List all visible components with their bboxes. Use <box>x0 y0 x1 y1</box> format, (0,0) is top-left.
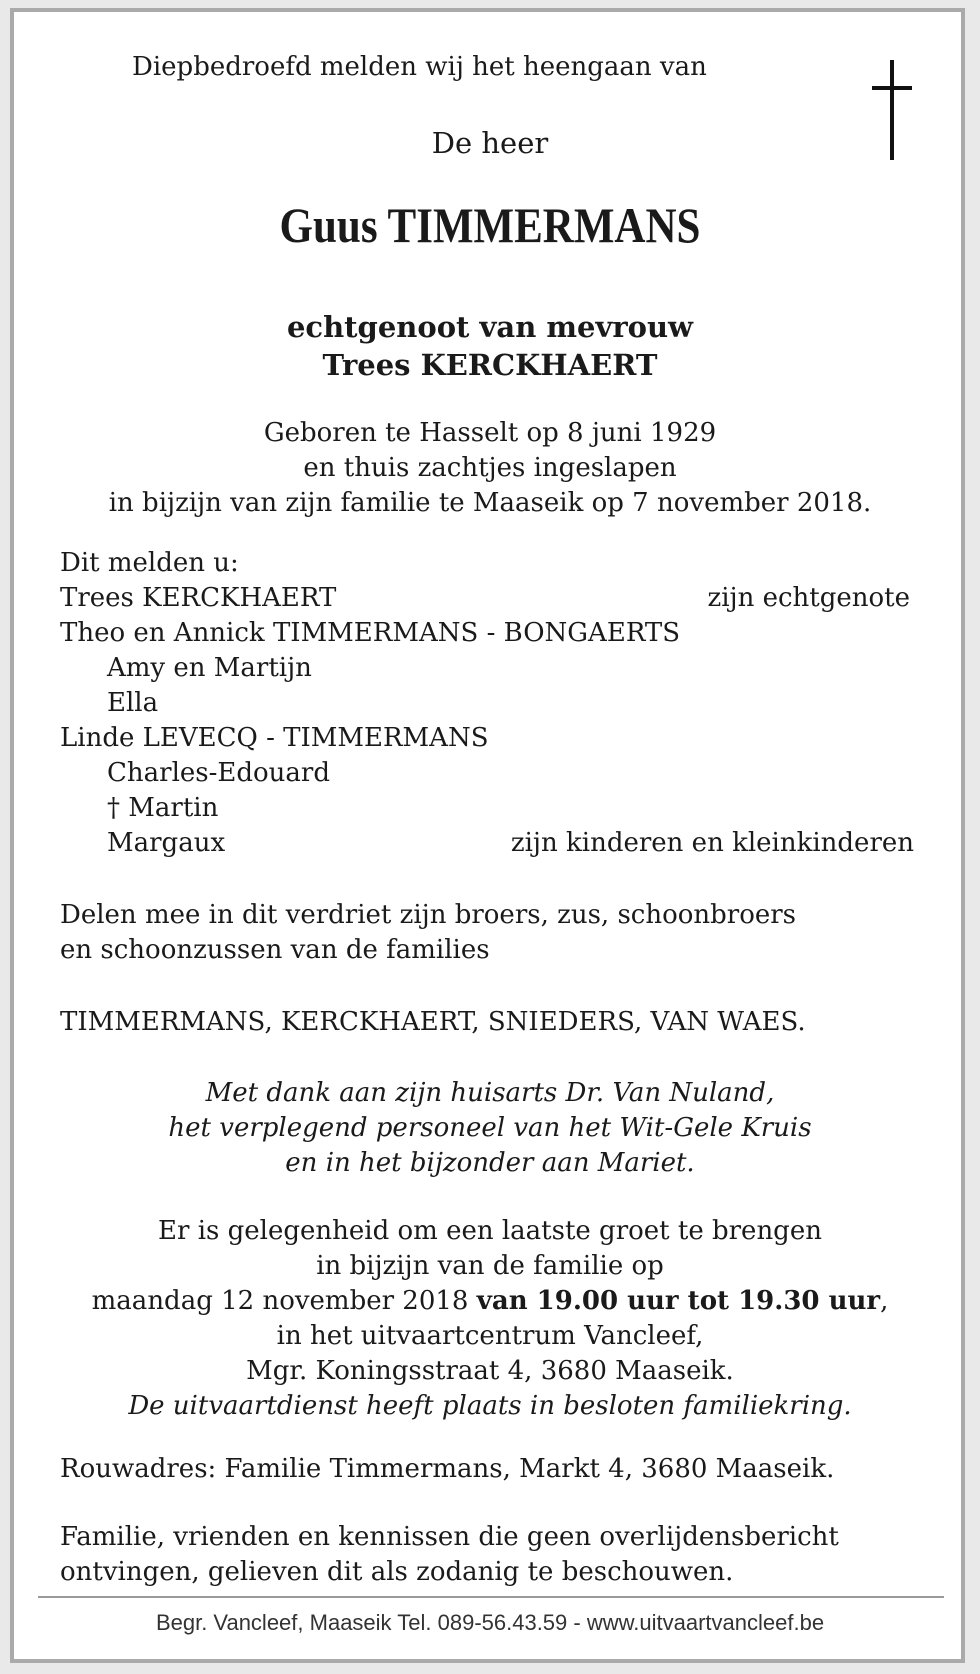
spouse-line-2: Trees KERCKHAERT <box>322 348 658 382</box>
notice-line-2: ontvingen, gelieven dit als zodanig te beschouwen. <box>60 1557 734 1587</box>
birth-line-1: Geboren te Hasselt op 8 juni 1929 <box>263 418 717 448</box>
grandchild-3: Charles-Edouard <box>107 758 330 788</box>
visitation-date-line <box>0 1286 980 1316</box>
notice-line-1: Familie, vrienden en kennissen die geen overlijdensbericht <box>60 1522 839 1552</box>
thanks-line-2: het verplegend personeel van het Wit-Gele Kruis <box>168 1113 812 1143</box>
grandchild-2: Ella <box>107 688 159 718</box>
visitation-comma: , <box>880 1286 889 1316</box>
intro-line: Diepbedroefd melden wij het heengaan van <box>132 52 707 82</box>
footer-undertaker: Begr. Vancleef, Maaseik Tel. 089-56.43.59 - www.uitvaartvancleef.be <box>155 1610 825 1635</box>
birth-line-3: in bijzijn van zijn familie te Maaseik op 7 november 2018. <box>108 488 872 518</box>
visitation-time: van 19.00 uur tot 19.30 uur <box>476 1286 881 1316</box>
birth-line-2: en thuis zachtjes ingeslapen <box>303 453 677 483</box>
thanks-line-1: Met dank aan zijn huisarts Dr. Van Nuland, <box>205 1078 775 1108</box>
child-1: Theo en Annick TIMMERMANS - BONGAERTS <box>60 618 681 648</box>
share-line-1: Delen mee in dit verdriet zijn broers, zus, schoonbroers <box>60 900 797 930</box>
mourning-address: Rouwadres: Familie Timmermans, Markt 4, 3680 Maaseik. <box>60 1454 835 1484</box>
thanks-line-3: en in het bijzonder aan Mariet. <box>285 1148 695 1178</box>
share-line-2: en schoonzussen van de families <box>60 935 490 965</box>
visitation-location-1: in het uitvaartcentrum Vancleef, <box>276 1321 704 1351</box>
service-note: De uitvaartdienst heeft plaats in besloten familiekring. <box>128 1391 852 1421</box>
children-role: zijn kinderen en kleinkinderen <box>510 828 914 858</box>
footer-divider <box>38 1596 944 1598</box>
spouse-name: Trees KERCKHAERT <box>60 583 337 613</box>
child-2: Linde LEVECQ - TIMMERMANS <box>60 723 489 753</box>
visitation-date: maandag 12 november 2018 <box>91 1286 469 1316</box>
spouse-role: zijn echtgenote <box>707 583 910 613</box>
deceased-name: Guus TIMMERMANS <box>279 197 701 253</box>
family-intro: Dit melden u: <box>60 548 239 578</box>
visitation-line-2: in bijzijn van de familie op <box>316 1251 664 1281</box>
grandchild-4: † Martin <box>107 793 219 823</box>
grandchild-5: Margaux <box>107 828 226 858</box>
family-names: TIMMERMANS, KERCKHAERT, SNIEDERS, VAN WAES. <box>60 1007 806 1037</box>
visitation-location-2: Mgr. Koningsstraat 4, 3680 Maaseik. <box>246 1356 734 1386</box>
spouse-line-1: echtgenoot van mevrouw <box>286 310 694 344</box>
visitation-line-1: Er is gelegenheid om een laatste groet te brengen <box>158 1216 822 1246</box>
honorific: De heer <box>431 126 549 160</box>
grandchild-1: Amy en Martijn <box>107 653 312 683</box>
